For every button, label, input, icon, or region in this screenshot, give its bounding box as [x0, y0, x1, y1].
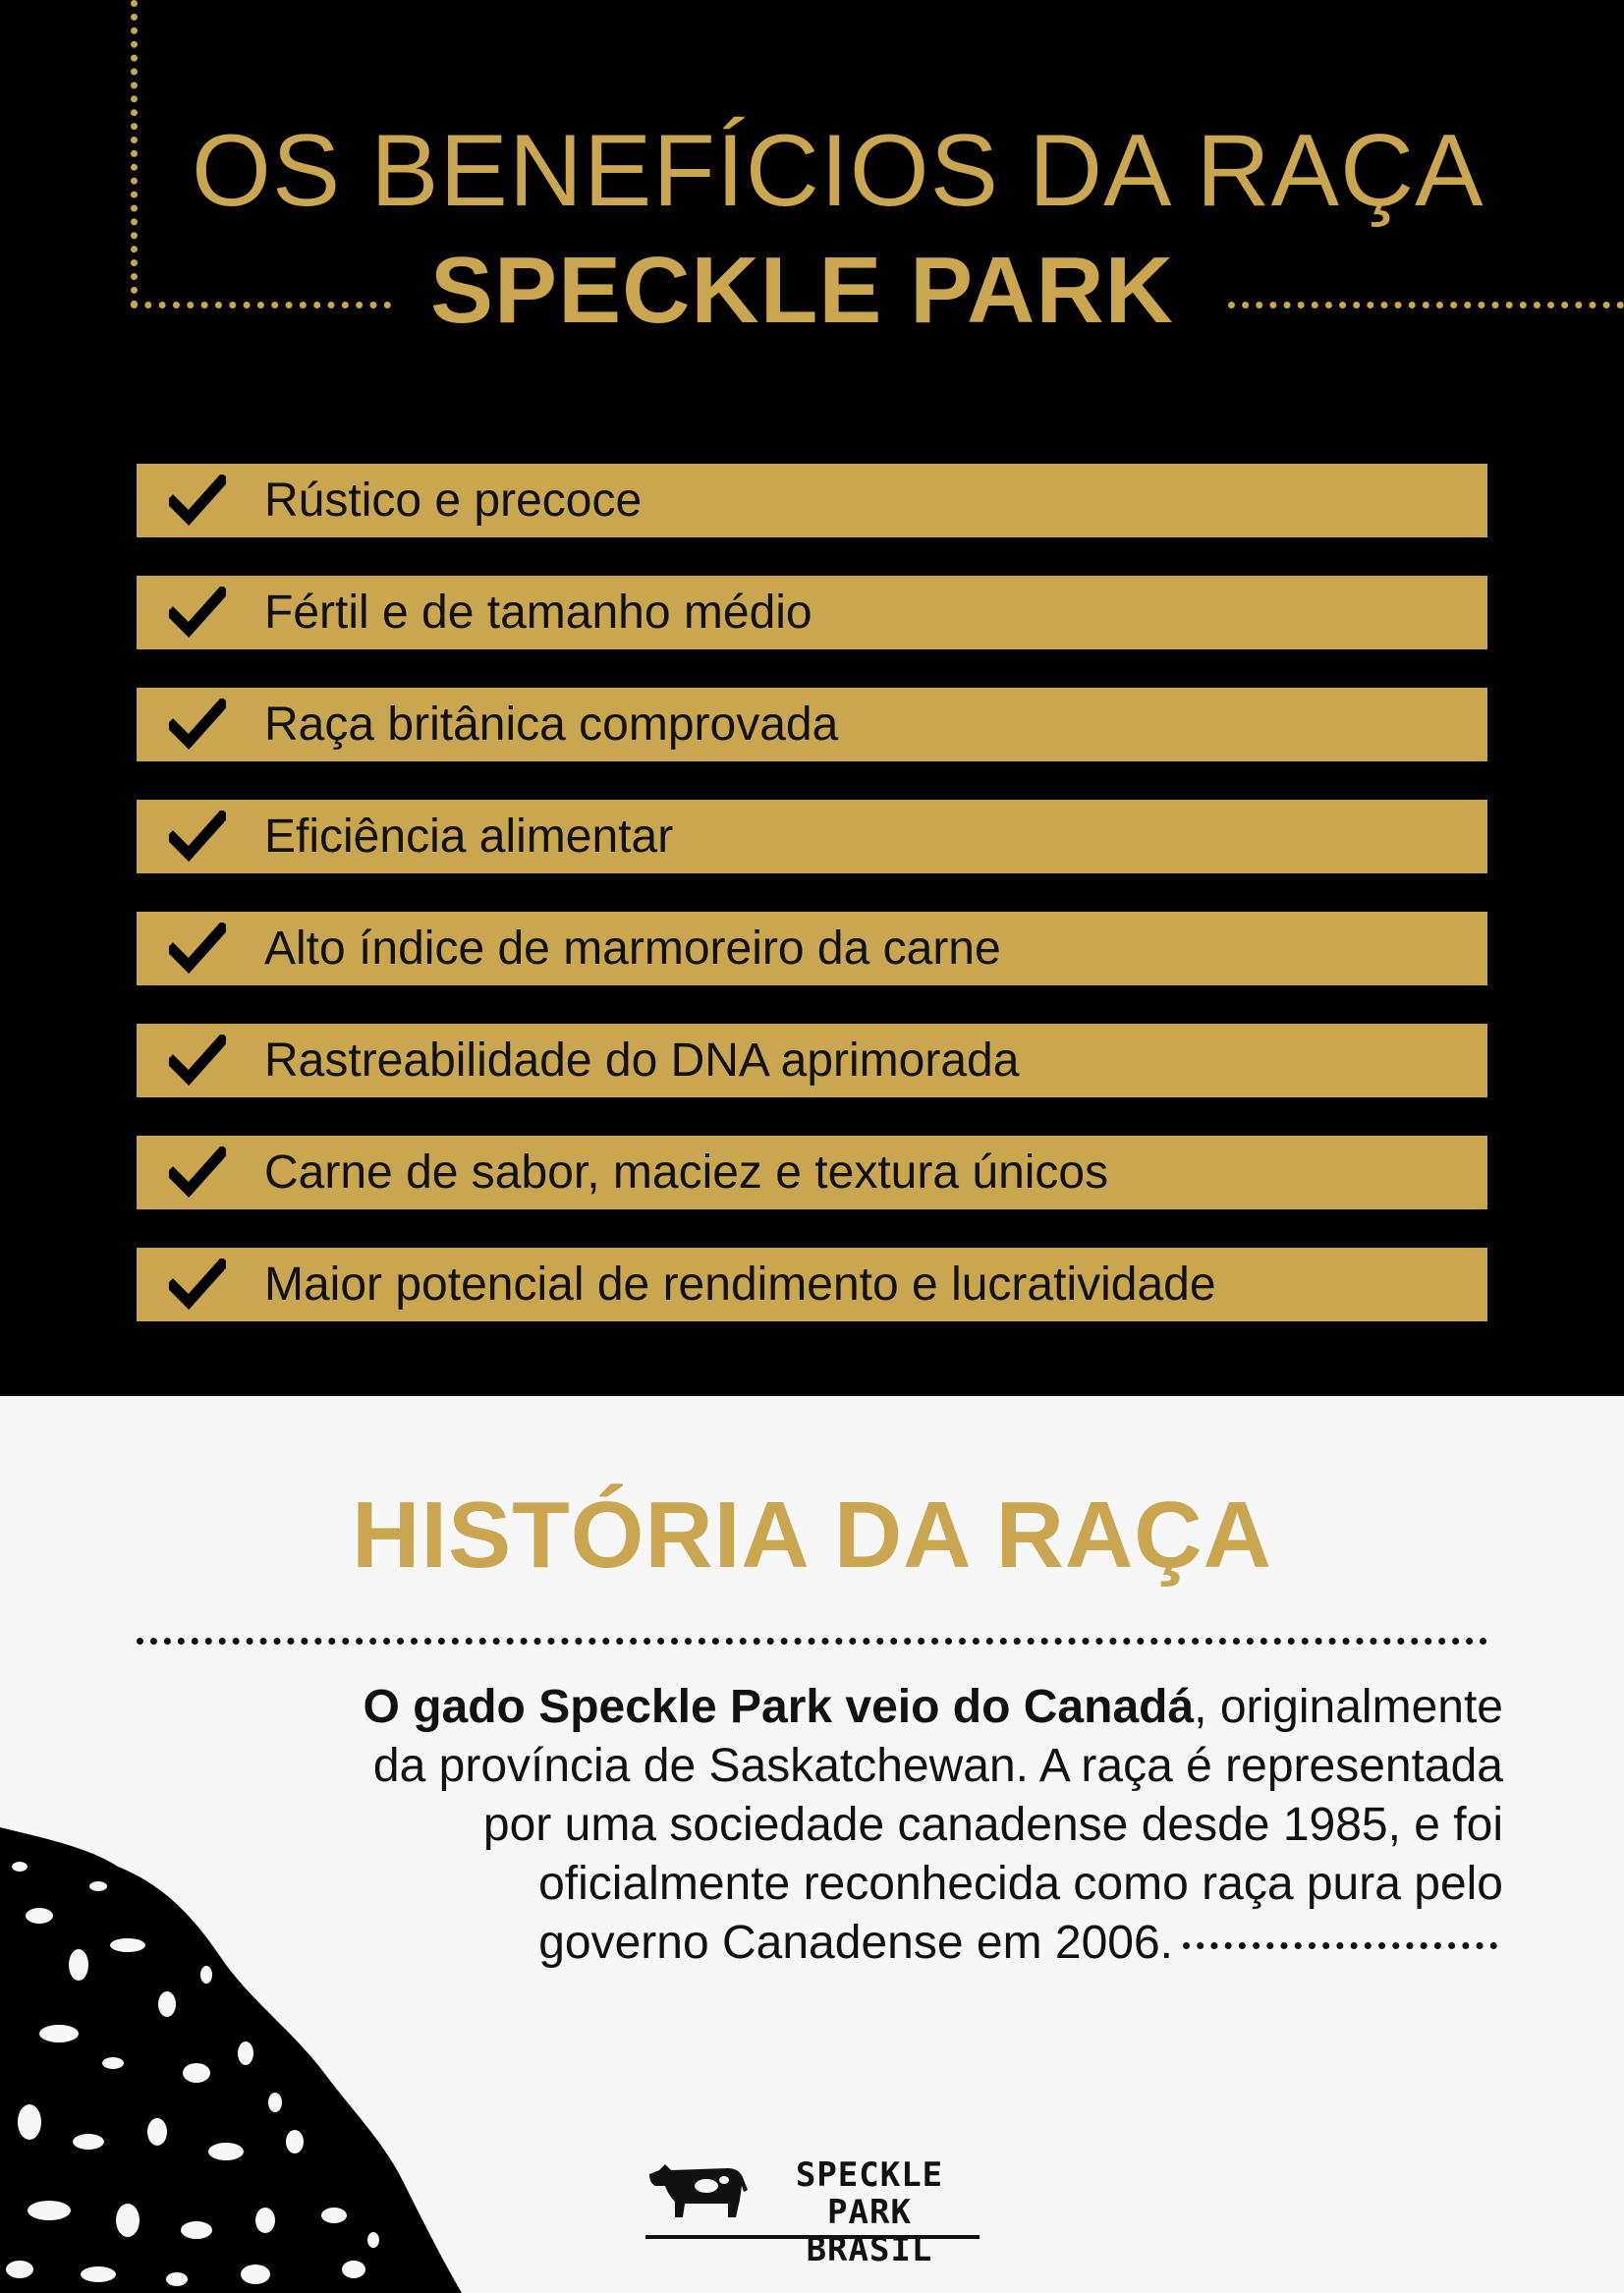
benefit-label: Carne de sabor, maciez e textura únicos — [264, 1146, 1109, 1199]
benefit-item — [137, 1136, 1487, 1209]
history-line-1 — [118, 1678, 1503, 1737]
history-end-dots — [1183, 1942, 1497, 1949]
dotted-frame-vertical — [131, 0, 138, 308]
benefit-label: Eficiência alimentar — [264, 811, 674, 863]
check-icon — [169, 1258, 226, 1310]
history-dotted-rule — [137, 1638, 1487, 1645]
logo-line1: SPECKLE PARK — [795, 2155, 944, 2232]
benefit-item — [137, 576, 1487, 649]
benefit-label: Fértil e de tamanho médio — [264, 587, 812, 639]
speckled-hide-texture — [0, 1827, 472, 2293]
history-line-2: da província de Saskatchewan. A raça é representada — [372, 1740, 1503, 1792]
check-icon — [169, 475, 226, 526]
logo-text — [759, 2156, 980, 2268]
check-icon — [169, 1035, 226, 1086]
benefit-label: Rastreabilidade do DNA aprimorada — [264, 1035, 1020, 1087]
history-line-3: por uma sociedade canadense desde 1985, e foi — [482, 1799, 1503, 1851]
benefit-item — [137, 800, 1487, 873]
history-line-5: governo Canadense em 2006. — [538, 1917, 1173, 1969]
dotted-frame-right — [1228, 302, 1624, 308]
check-icon — [169, 1146, 226, 1198]
benefit-item — [137, 1024, 1487, 1097]
check-icon — [169, 587, 226, 638]
benefit-label: Rústico e precoce — [264, 475, 643, 527]
benefit-item — [137, 1248, 1487, 1321]
cow-icon — [645, 2160, 752, 2221]
history-title: HISTÓRIA DA RAÇA — [352, 1482, 1272, 1588]
dotted-frame-left — [131, 302, 391, 308]
benefit-item — [137, 688, 1487, 761]
logo-rule — [645, 2235, 980, 2239]
benefit-label: Alto índice de marmoreiro da carne — [264, 923, 1001, 975]
speckle-park-brasil-logo — [645, 2153, 980, 2269]
page-title-line1: OS BENEFÍCIOS DA RAÇA — [192, 114, 1484, 228]
history-bold-lead: O gado Speckle Park veio do Canadá — [363, 1681, 1195, 1733]
benefit-item — [137, 464, 1487, 537]
check-icon — [169, 811, 226, 862]
benefit-item — [137, 912, 1487, 985]
logo-line2: BRASIL — [806, 2230, 933, 2269]
benefits-list — [137, 464, 1487, 1360]
history-line-4: oficialmente reconhecida como raça pura pelo — [538, 1858, 1503, 1910]
check-icon — [169, 699, 226, 750]
history-line-1-rest: , originalmente — [1194, 1681, 1503, 1733]
benefit-label: Maior potencial de rendimento e lucratividade — [264, 1258, 1216, 1311]
check-icon — [169, 923, 226, 974]
page-title-line2: SPECKLE PARK — [430, 238, 1174, 343]
benefit-label: Raça britânica comprovada — [264, 699, 839, 751]
